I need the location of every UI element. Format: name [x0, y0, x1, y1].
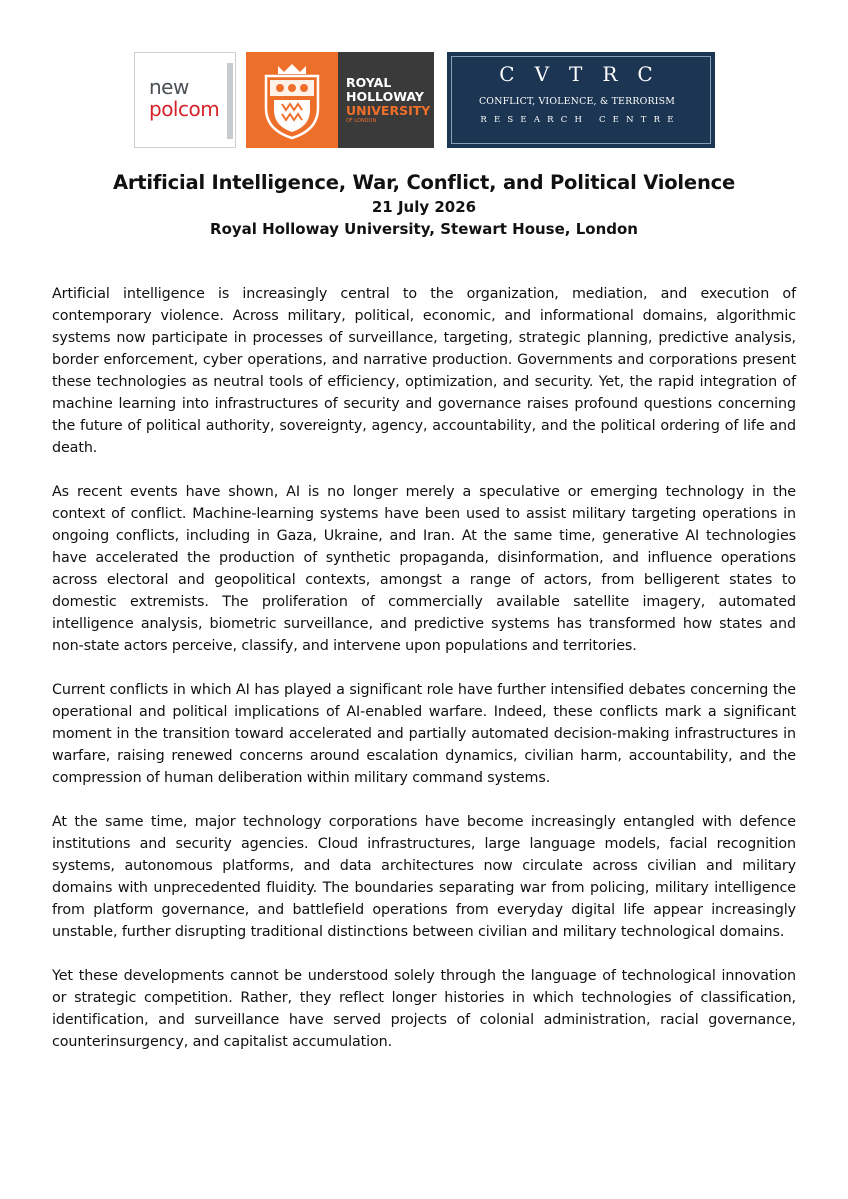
newpolcom-logo-line2: polcom: [149, 97, 220, 121]
royal-holloway-line4: OF LONDON: [346, 118, 377, 124]
royal-holloway-line1: ROYAL: [346, 75, 392, 90]
cvtrc-name: CONFLICT, VIOLENCE, & TERRORISM: [478, 96, 676, 107]
event-title: Artificial Intelligence, War, Conflict, and Political Violence: [112, 171, 736, 194]
royal-holloway-crest-panel: [246, 52, 338, 148]
paragraph-1: Artificial intelligence is increasingly central to the organization, mediation, and execution of contemporary violence. Across military, political, economic, and informational domains, algorithmic systems now participate in processes of surveillance, targeting, strategic planning, predictive analysis, border enforcement, cyber operations, and narrative production. Governments and corporations present these technologies as neutral tools of efficiency, optimization, and security. Yet, the rapid integration of machine learning into infrastructures of security and governance raises profound questions concerning the future of political authority, sovereignty, agency, accountability, and the political ordering of life and death.: [52, 286, 796, 456]
royal-holloway-wordmark: [346, 76, 430, 125]
royal-holloway-crest-icon: [260, 58, 324, 142]
royal-holloway-line2: HOLLOWAY: [346, 89, 424, 104]
event-header: [0, 170, 848, 240]
paragraph-2: As recent events have shown, AI is no longer merely a speculative or emerging technology in the context of conflict. Machine-learning systems have been used to assist military targeting operations in ongoing conflicts, including in Gaza, Ukraine, and Iran. At the same time, generative AI technologies have accelerated the production of synthetic propaganda, disinformation, and influence operations across electoral and geopolitical contexts, amongst a range of actors, from belligerent states to domestic extremists. The proliferation of commercially available satellite imagery, automated intelligence analysis, biometric surveillance, and predictive systems has transformed how states and non-state actors perceive, classify, and intervene upon populations and territories.: [52, 484, 796, 654]
event-venue: Royal Holloway University, Stewart House, London: [210, 220, 638, 238]
cvtrc-logo: [447, 52, 715, 148]
document-body: [52, 283, 796, 1075]
royal-holloway-logo: [246, 52, 434, 148]
logo-strip: [0, 52, 848, 148]
newpolcom-logo-line1: new: [149, 75, 189, 99]
paragraph-5: Yet these developments cannot be understood solely through the language of technological innovation or strategic competition. Rather, they reflect longer histories in which technologies of classification, identification, and surveillance have served projects of colonial administration, racial governance, counterinsurgency, and capitalist accumulation.: [52, 968, 796, 1050]
cvtrc-subtitle: RESEARCH CENTRE: [480, 115, 681, 125]
newpolcom-logo-bar: [227, 63, 233, 139]
event-date: 21 July 2026: [371, 198, 477, 216]
paragraph-4: At the same time, major technology corporations have become increasingly entangled with defence institutions and security agencies. Cloud infrastructures, large language models, facial recognition systems, autonomous platforms, and data architectures now circulate across civilian and military domains with unprecedented fluidity. The boundaries separating war from policing, military intelligence from platform governance, and battlefield operations from everyday digital life appear increasingly unstable, further disrupting traditional distinctions between civilian and military technological domains.: [52, 814, 796, 940]
royal-holloway-line3: UNIVERSITY: [346, 103, 431, 118]
paragraph-3: Current conflicts in which AI has played a significant role have further intensified debates concerning the operational and political implications of AI-enabled warfare. Indeed, these conflicts mark a significant moment in the transition toward accelerated and partially automated decision-making infrastructures in warfare, raising renewed concerns around escalation dynamics, civilian harm, accountability, and the compression of human deliberation within military command systems.: [52, 682, 796, 786]
cvtrc-acronym: CVTRC: [499, 62, 673, 86]
newpolcom-logo: [134, 52, 236, 148]
